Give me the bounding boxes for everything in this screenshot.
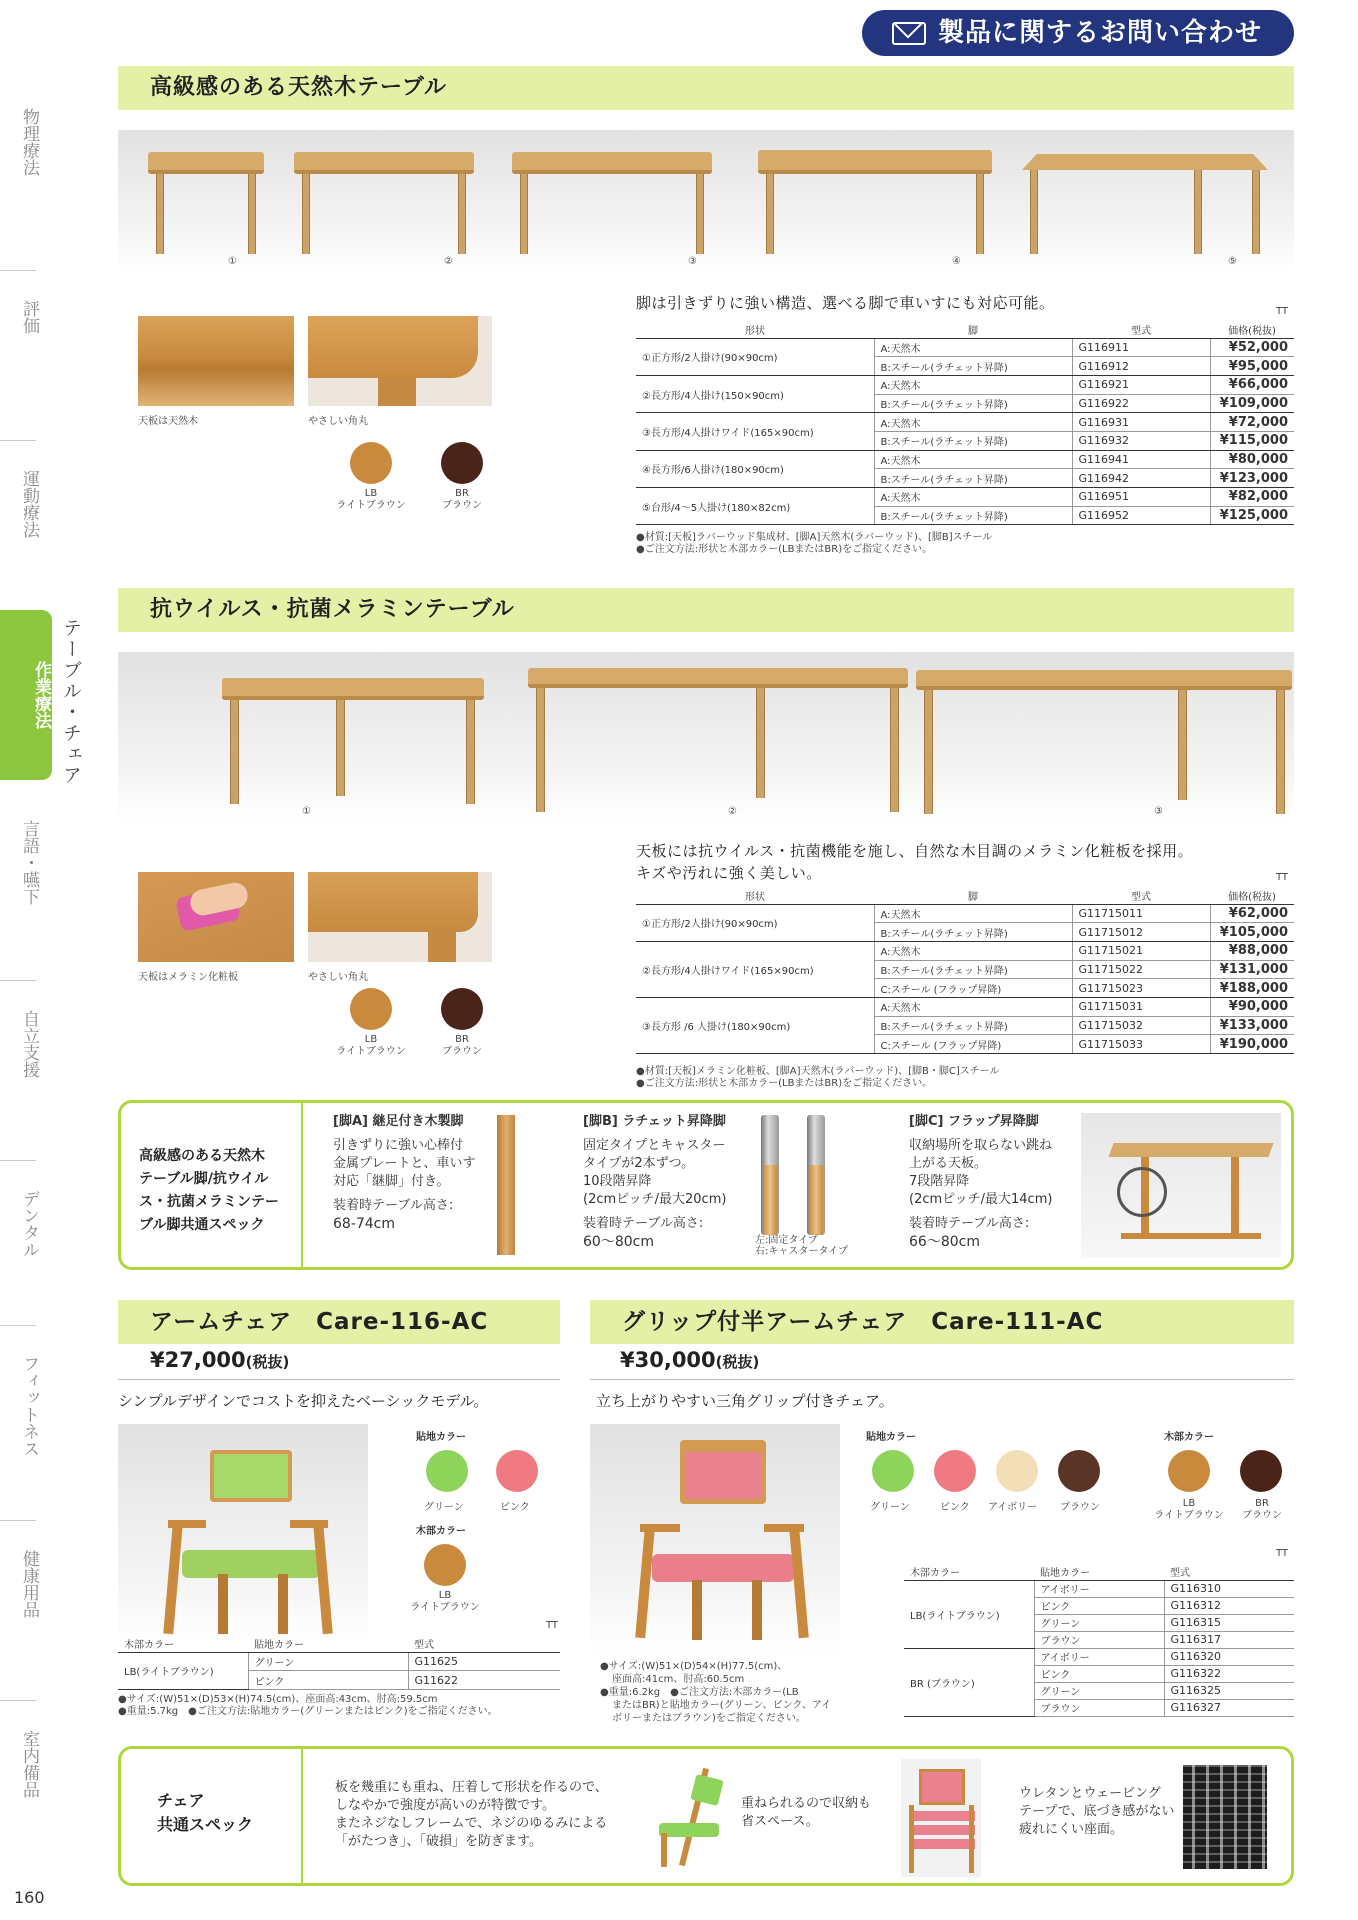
table-row (904, 1648, 1294, 1665)
code-cell: G116911 (1072, 338, 1210, 357)
color-code: LB (364, 488, 378, 499)
chair2-tax: (税抜) (715, 1353, 760, 1371)
chair2-price: ¥30,000 (620, 1348, 716, 1372)
price-cell: ¥82,000 (1210, 488, 1294, 507)
chair-frame-image (641, 1763, 733, 1871)
sidebar-divider (0, 1700, 36, 1701)
price-cell: ¥95,000 (1210, 357, 1294, 376)
leg-c-height-label: 装着時テーブル高さ: (909, 1216, 1030, 1231)
fabric-swatch-green (426, 1450, 468, 1492)
table-header: 貼地カラー (1034, 1564, 1164, 1580)
stacked-chairs-image (901, 1759, 981, 1877)
chair-spec-box (118, 1746, 1294, 1886)
leg-cell: B:スチール(ラチェット昇降) (874, 394, 1072, 413)
wood-cell: BR (ブラウン) (904, 1648, 1034, 1716)
sidebar-divider (0, 1325, 36, 1326)
note: ●サイズ:(W)51×(D)53×(H)74.5(cm)、座面高:43cm、肘高:59.5cm (118, 1694, 438, 1705)
table-header: 木部カラー (904, 1564, 1034, 1580)
sidebar-item[interactable]: 評価 (19, 300, 39, 334)
mail-icon (892, 22, 926, 45)
leg-b-height: 60〜80cm (583, 1234, 654, 1250)
leg-b-height-label: 装着時テーブル高さ: (583, 1216, 704, 1231)
fabric-label: 貼地カラー (416, 1432, 466, 1443)
wheelchair-icon (1117, 1167, 1167, 1217)
table-header: 価格(税抜) (1210, 888, 1294, 904)
chair-spec-text: 疲れにくい座面。 (1019, 1822, 1124, 1837)
code-cell: G116912 (1072, 357, 1210, 376)
price-cell: ¥125,000 (1210, 506, 1294, 525)
price-cell: ¥190,000 (1210, 1035, 1294, 1054)
code-cell: G11625 (408, 1652, 560, 1671)
leg-c-desc: 上がる天板。 (909, 1156, 988, 1171)
table-header: 型式 (1072, 322, 1210, 338)
chair-spec-text: またネジなしフレームで、ネジのゆるみによる (335, 1816, 608, 1831)
table-row (636, 941, 1294, 960)
price-cell: ¥90,000 (1210, 997, 1294, 1016)
leg-b-desc: (2cmピッチ/最大20cm) (583, 1192, 727, 1207)
sidebar-item[interactable]: デンタル (19, 1190, 39, 1258)
code-cell: G11622 (408, 1671, 560, 1690)
leg-a-desc: 引きずりに強い心棒付 (333, 1138, 464, 1153)
fabric-name: グリーン (424, 1502, 464, 1513)
price-cell: ¥123,000 (1210, 469, 1294, 488)
leg-c-height: 66〜80cm (909, 1234, 980, 1250)
fabric-swatch-pink (934, 1450, 976, 1492)
table-header: 価格(税抜) (1210, 322, 1294, 338)
leg-cell: A:天然木 (874, 488, 1072, 507)
note: ●重量:6.2kg ●ご注文方法:木部カラー(LB (600, 1687, 799, 1698)
chair-spec-title: チェア (157, 1791, 205, 1810)
note: ●ご注文方法:形状と木部カラー(LBまたはBR)をご指定ください。 (636, 544, 933, 555)
table-header: 型式 (1164, 1564, 1294, 1580)
melamine-top-detail-photo (138, 872, 294, 962)
table-header: 形状 (636, 322, 874, 338)
detail-label: 天板はメラミン化粧板 (138, 972, 238, 983)
leg-cell: A:天然木 (874, 413, 1072, 432)
code-cell: G116322 (1164, 1665, 1294, 1682)
color-name: ライトブラウン (410, 1602, 480, 1613)
chair1-tax: (税抜) (245, 1353, 290, 1371)
leg-c-desc: (2cmピッチ/最大14cm) (909, 1192, 1053, 1207)
chair1-title: アームチェア Care-116-AC (118, 1300, 560, 1344)
fabric-name: ブラウン (1060, 1502, 1100, 1513)
sidebar-item[interactable]: 健康用品 (19, 1550, 39, 1618)
fabric-name: ピンク (940, 1502, 970, 1513)
chair-spec-text: 板を幾重にも重ね、圧着して形状を作るので、 (335, 1780, 608, 1795)
leg-cell: A:天然木 (874, 450, 1072, 469)
chair-spec-text: しなやかで強度が高いのが特徴です。 (335, 1798, 555, 1813)
leg-cell: B:スチール(ラチェット昇降) (874, 923, 1072, 942)
code-cell: G11715011 (1072, 904, 1210, 923)
sidebar-divider (0, 440, 36, 441)
fabric-cell: ピンク (1034, 1597, 1164, 1614)
note: ボリーまたはブラウン)をご指定ください。 (612, 1713, 806, 1724)
photo-number: ④ (952, 256, 961, 267)
fabric-swatch-green (872, 1450, 914, 1492)
leg-c-desc: 7段階昇降 (909, 1174, 970, 1189)
fabric-cell: アイボリー (1034, 1580, 1164, 1597)
code-cell: G116952 (1072, 506, 1210, 525)
chair1-description: シンプルデザインでコストを抑えたベーシックモデル。 (118, 1392, 489, 1410)
sidebar-item[interactable]: 作業療法 (0, 610, 52, 780)
leg-a-height: 68-74cm (333, 1216, 396, 1232)
leg-b-desc: 10段階昇降 (583, 1174, 652, 1189)
contact-button[interactable] (862, 10, 1294, 56)
code-cell: G116922 (1072, 394, 1210, 413)
chair2-photo (590, 1424, 840, 1654)
price-cell: ¥115,000 (1210, 431, 1294, 450)
shape-cell: ④長方形/6人掛け(180×90cm) (636, 450, 874, 487)
table-row (636, 338, 1294, 357)
leg-a-desc: 金属プレートと、車いす (333, 1156, 476, 1171)
section2-tagline: キズや汚れに強く美しい。 (636, 864, 822, 882)
fabric-swatch-brown (1058, 1450, 1100, 1492)
color-swatch-lb (350, 988, 392, 1030)
wood-cell: LB(ライトブラウン) (904, 1580, 1034, 1648)
price-cell: ¥52,000 (1210, 338, 1294, 357)
leg-cell: A:天然木 (874, 941, 1072, 960)
fabric-cell: ピンク (248, 1671, 408, 1690)
fabric-name: グリーン (870, 1502, 910, 1513)
fabric-cell: ブラウン (1034, 1699, 1164, 1716)
sidebar-subcategory: テーブル・チェア (60, 618, 82, 786)
table-header: 形状 (636, 888, 874, 904)
wood-label: 木部カラー (416, 1526, 466, 1537)
photo-number: ② (444, 256, 453, 267)
code-cell: G11715032 (1072, 1016, 1210, 1035)
code-cell: G11715022 (1072, 960, 1210, 979)
price-cell: ¥105,000 (1210, 923, 1294, 942)
code-cell: G116942 (1072, 469, 1210, 488)
sidebar-divider (0, 1160, 36, 1161)
fabric-cell: グリーン (1034, 1614, 1164, 1631)
price-cell: ¥62,000 (1210, 904, 1294, 923)
leg-b-caption: 左:固定タイプ (755, 1235, 818, 1246)
tt-mark: TT (1276, 872, 1289, 883)
section2-tagline: 天板には抗ウイルス・抗菌機能を施し、自然な木目調のメラミン化粧板を採用。 (636, 842, 1194, 860)
code-cell: G116921 (1072, 375, 1210, 394)
fabric-cell: グリーン (248, 1652, 408, 1671)
tt-mark: TT (1276, 1548, 1289, 1559)
leg-spec-box (118, 1100, 1294, 1270)
color-swatch-br (441, 988, 483, 1030)
color-name: ブラウン (442, 500, 482, 511)
table-row (636, 904, 1294, 923)
fabric-swatch-ivory (996, 1450, 1038, 1492)
sidebar-item[interactable]: フィットネス (19, 1355, 39, 1457)
color-code: LB (364, 1034, 378, 1045)
spec-title: ス・抗菌メラミンテー (139, 1194, 279, 1210)
chair-spec-text: テープで、底づき感がない (1019, 1804, 1175, 1819)
color-code: LB (438, 1590, 452, 1601)
sidebar-item[interactable]: 運動療法 (19, 470, 39, 538)
contact-label: 製品に関するお問い合わせ (938, 18, 1263, 48)
tt-mark: TT (1276, 306, 1289, 317)
section1-table-photos (118, 130, 1294, 270)
code-cell: G116320 (1164, 1648, 1294, 1665)
photo-number: ① (302, 806, 311, 817)
sidebar-item[interactable]: 室内備品 (19, 1730, 39, 1798)
table-row (636, 450, 1294, 469)
color-name: ライトブラウン (336, 500, 406, 511)
table-header: 脚 (874, 322, 1072, 338)
table-header: 木部カラー (118, 1636, 248, 1652)
sidebar-item[interactable]: 自立支援 (19, 1010, 39, 1078)
color-name: ブラウン (1242, 1510, 1282, 1521)
section2-price-table (636, 888, 1294, 1054)
table-row (904, 1580, 1294, 1597)
chair1-table (118, 1636, 560, 1690)
spec-title: ブル脚共通スペック (139, 1217, 265, 1233)
color-code: LB (1182, 1498, 1196, 1509)
shape-cell: ①正方形/2人掛け(90×90cm) (636, 904, 874, 941)
color-swatch-br (441, 442, 483, 484)
section2-title: 抗ウイルス・抗菌メラミンテーブル (118, 588, 1294, 632)
chair-spec-text: 重ねられるので収納も (741, 1796, 872, 1811)
leg-cell: A:天然木 (874, 338, 1072, 357)
leg-cell: B:スチール(ラチェット昇降) (874, 469, 1072, 488)
code-cell: G116327 (1164, 1699, 1294, 1716)
page-number: 160 (14, 1888, 45, 1907)
code-cell: G116931 (1072, 413, 1210, 432)
price-cell: ¥88,000 (1210, 941, 1294, 960)
chair-spec-text: 省スペース。 (741, 1814, 819, 1829)
fabric-label: 貼地カラー (866, 1432, 916, 1443)
price-cell: ¥80,000 (1210, 450, 1294, 469)
chair2-description: 立ち上がりやすい三角グリップ付きチェア。 (596, 1392, 894, 1410)
color-swatch-lb (350, 442, 392, 484)
fabric-cell: グリーン (1034, 1682, 1164, 1699)
photo-number: ③ (1154, 806, 1163, 817)
table-row (636, 997, 1294, 1016)
code-cell: G116325 (1164, 1682, 1294, 1699)
table-row (636, 413, 1294, 432)
photo-number: ② (728, 806, 737, 817)
table-row (636, 488, 1294, 507)
steel-leg-image (761, 1115, 779, 1235)
wood-cell: LB(ライトブラウン) (118, 1652, 248, 1689)
color-code: BR (455, 488, 469, 499)
sidebar-item[interactable]: 物理療法 (19, 108, 39, 176)
fabric-cell: アイボリー (1034, 1648, 1164, 1665)
leg-cell: A:天然木 (874, 904, 1072, 923)
fabric-cell: ブラウン (1034, 1631, 1164, 1648)
price-cell: ¥109,000 (1210, 394, 1294, 413)
code-cell: G11715023 (1072, 979, 1210, 998)
leg-cell: B:スチール(ラチェット昇降) (874, 960, 1072, 979)
price-cell: ¥66,000 (1210, 375, 1294, 394)
price-cell: ¥133,000 (1210, 1016, 1294, 1035)
chair1-photo (118, 1424, 368, 1644)
code-cell: G116932 (1072, 431, 1210, 450)
shape-cell: ①正方形/2人掛け(90×90cm) (636, 338, 874, 375)
code-cell: G116941 (1072, 450, 1210, 469)
wood-leg-image (497, 1115, 515, 1255)
leg-cell: A:天然木 (874, 375, 1072, 394)
photo-number: ① (228, 256, 237, 267)
color-code: BR (1255, 1498, 1269, 1509)
price-cell: ¥188,000 (1210, 979, 1294, 998)
fabric-name: ピンク (500, 1502, 530, 1513)
chair-spec-text: 「がたつき」、「破損」を防ぎます。 (335, 1834, 542, 1849)
leg-a-height-label: 装着時テーブル高さ: (333, 1198, 454, 1213)
code-cell: G11715033 (1072, 1035, 1210, 1054)
sidebar-divider (0, 980, 36, 981)
code-cell: G11715012 (1072, 923, 1210, 942)
table-header: 型式 (1072, 888, 1210, 904)
spec-title: テーブル脚/抗ウイル (139, 1171, 269, 1187)
steel-leg-image (807, 1115, 825, 1235)
chair2-title: グリップ付半アームチェア Care-111-AC (590, 1300, 1294, 1344)
shape-cell: ⑤台形/4〜5人掛け(180×82cm) (636, 488, 874, 525)
code-cell: G11715031 (1072, 997, 1210, 1016)
leg-cell: C:スチール (フラップ昇降) (874, 979, 1072, 998)
leg-cell: B:スチール(ラチェット昇降) (874, 357, 1072, 376)
section1-price-table (636, 322, 1294, 525)
fabric-cell: ピンク (1034, 1665, 1164, 1682)
leg-cell: C:スチール (フラップ昇降) (874, 1035, 1072, 1054)
note: ●材質:[天板]メラミン化粧板、[脚A]天然木(ラバーウッド)、[脚B・脚C]スチール (636, 1066, 1000, 1077)
code-cell: G116310 (1164, 1580, 1294, 1597)
sidebar-divider (0, 1520, 36, 1521)
leg-b-head: [脚B] ラチェット昇降脚 (583, 1114, 726, 1129)
leg-c-desc: 収納場所を取らない跳ね (909, 1138, 1053, 1153)
wood-swatch-br (1240, 1450, 1282, 1492)
note: ●材質:[天板]ラバーウッド集成材、[脚A]天然木(ラバーウッド)、[脚B]スチール (636, 532, 993, 543)
note: ●サイズ:(W)51×(D)54×(H)77.5(cm)、 (600, 1661, 788, 1672)
shape-cell: ③長方形 /6 人掛け(180×90cm) (636, 997, 874, 1053)
color-name: ライトブラウン (336, 1046, 406, 1057)
section1-title: 高級感のある天然木テーブル (118, 66, 1294, 110)
note: ●重量:5.7kg ●ご注文方法:貼地カラー(グリーンまたはピンク)をご指定ください。 (118, 1706, 498, 1717)
leg-cell: A:天然木 (874, 997, 1072, 1016)
spec-title: 高級感のある天然木 (139, 1148, 265, 1164)
wood-top-detail-photo (138, 316, 294, 406)
code-cell: G116312 (1164, 1597, 1294, 1614)
color-name: ライトブラウン (1154, 1510, 1224, 1521)
table-header: 貼地カラー (248, 1636, 408, 1652)
detail-label: やさしい角丸 (308, 416, 368, 427)
leg-cell: B:スチール(ラチェット昇降) (874, 506, 1072, 525)
price-cell: ¥131,000 (1210, 960, 1294, 979)
hand-icon (188, 880, 250, 917)
rounded-corner-detail-photo (308, 316, 492, 406)
sidebar-divider (0, 270, 36, 271)
photo-number: ⑤ (1228, 256, 1237, 267)
shape-cell: ②長方形/4人掛けワイド(165×90cm) (636, 941, 874, 997)
wood-label: 木部カラー (1164, 1432, 1214, 1443)
leg-c-head: [脚C] フラップ昇降脚 (909, 1114, 1039, 1129)
code-cell: G116317 (1164, 1631, 1294, 1648)
chair2-table (904, 1564, 1294, 1717)
color-code: BR (455, 1034, 469, 1045)
wood-swatch-lb (424, 1544, 466, 1586)
wood-swatch-lb (1168, 1450, 1210, 1492)
price-cell: ¥72,000 (1210, 413, 1294, 432)
color-name: ブラウン (442, 1046, 482, 1057)
photo-number: ③ (688, 256, 697, 267)
leg-a-desc: 対応「継脚」付き。 (333, 1174, 450, 1189)
table-header: 型式 (408, 1636, 560, 1652)
fabric-swatch-pink (496, 1450, 538, 1492)
leg-b-caption: 右:キャスタータイプ (755, 1246, 848, 1257)
chair1-price: ¥27,000 (150, 1348, 246, 1372)
fabric-name: アイボリー (988, 1502, 1038, 1513)
detail-label: やさしい角丸 (308, 972, 368, 983)
note: 座面高:41cm、肘高:60.5cm (612, 1674, 745, 1685)
table-row (636, 375, 1294, 394)
leg-b-desc: 固定タイプとキャスター (583, 1138, 726, 1153)
leg-b-desc: タイプが2本ずつ。 (583, 1156, 695, 1171)
detail-label: 天板は天然木 (138, 416, 198, 427)
note: またはBR)と貼地カラー(グリーン、ピンク、アイ (612, 1700, 832, 1711)
rounded-corner-detail-photo (308, 872, 492, 962)
code-cell: G11715021 (1072, 941, 1210, 960)
webbing-tape-image (1183, 1765, 1267, 1869)
shape-cell: ②長方形/4人掛け(150×90cm) (636, 375, 874, 412)
sidebar-item[interactable]: 言語・嚥下 (19, 820, 39, 905)
flap-table-wheelchair-image (1081, 1113, 1281, 1258)
chair-spec-text: ウレタンとウェービング (1019, 1786, 1161, 1801)
tt-mark: TT (546, 1620, 559, 1631)
section2-table-photos (118, 652, 1294, 822)
table-row (118, 1652, 560, 1671)
leg-a-head: [脚A] 継足付き木製脚 (333, 1114, 464, 1129)
chair-spec-title: 共通スペック (157, 1815, 254, 1834)
note: ●ご注文方法:形状と木部カラー(LBまたはBR)をご指定ください。 (636, 1078, 933, 1089)
code-cell: G116951 (1072, 488, 1210, 507)
code-cell: G116315 (1164, 1614, 1294, 1631)
leg-cell: B:スチール(ラチェット昇降) (874, 1016, 1072, 1035)
table-header: 脚 (874, 888, 1072, 904)
section1-tagline: 脚は引きずりに強い構造、選べる脚で車いすにも対応可能。 (636, 294, 1055, 312)
shape-cell: ③長方形/4人掛けワイド(165×90cm) (636, 413, 874, 450)
leg-cell: B:スチール(ラチェット昇降) (874, 431, 1072, 450)
